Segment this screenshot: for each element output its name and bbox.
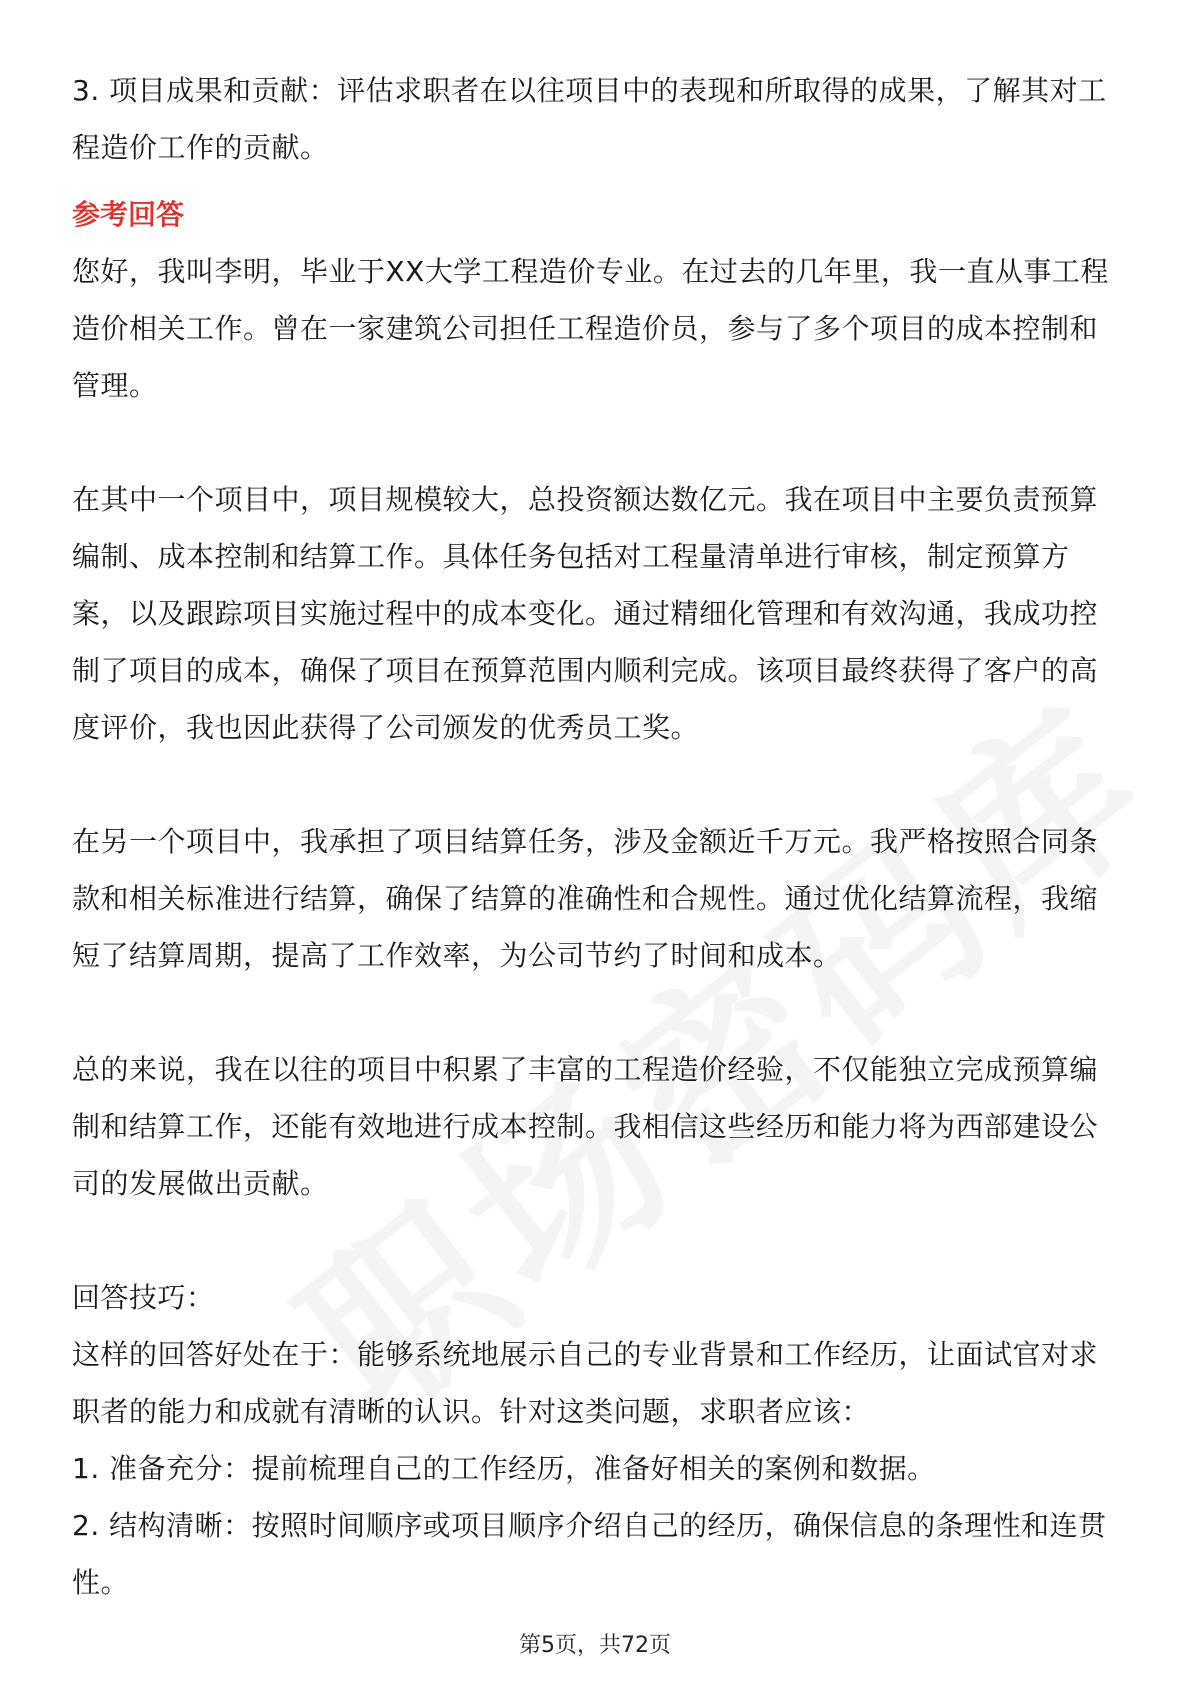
intro-item3-line2: 程造价工作的贡献。 [72, 131, 329, 164]
answer-paragraph-3 [72, 813, 1122, 984]
paragraph-line: 短了结算周期，提高了工作效率，为公司节约了时间和成本。 [72, 939, 842, 972]
paragraph-line: 总的来说，我在以往的项目中积累了丰富的工程造价经验，不仅能独立完成预算编 [72, 1053, 1099, 1086]
paragraph-line: 司的发展做出贡献。 [72, 1167, 329, 1200]
intro-item3-line1: 3. 项目成果和贡献：评估求职者在以往项目中的表现和所取得的成果，了解其对工 [72, 74, 1107, 107]
answer-paragraph-1 [72, 243, 1122, 414]
paragraph-gap [72, 1212, 1122, 1269]
tips-line: 这样的回答好处在于：能够系统地展示自己的专业背景和工作经历，让面试官对求 [72, 1338, 1099, 1371]
page-number: 第5页，共72页 [519, 1633, 671, 1658]
tips-label: 回答技巧： [72, 1281, 215, 1314]
paragraph-line: 制和结算工作，还能有效地进行成本控制。我相信这些经历和能力将为西部建设公 [72, 1110, 1099, 1143]
paragraph-gap [72, 756, 1122, 813]
answer-tips [72, 1269, 1122, 1611]
answer-paragraph-4 [72, 1041, 1122, 1212]
paragraph-line: 制了项目的成本，确保了项目在预算范围内顺利完成。该项目最终获得了客户的高 [72, 654, 1099, 687]
tips-line: 性。 [72, 1566, 130, 1599]
paragraph-line: 在另一个项目中，我承担了项目结算任务，涉及金额近千万元。我严格按照合同条 [72, 825, 1099, 858]
tips-line: 1. 准备充分：提前梳理自己的工作经历，准备好相关的案例和数据。 [72, 1452, 936, 1485]
paragraph-line: 度评价，我也因此获得了公司颁发的优秀员工奖。 [72, 711, 700, 744]
reference-answer-heading: 参考回答 [72, 198, 185, 231]
paragraph-line: 管理。 [72, 369, 158, 402]
paragraph-gap [72, 984, 1122, 1041]
paragraph-line: 款和相关标准进行结算，确保了结算的准确性和合规性。通过优化结算流程，我缩 [72, 882, 1099, 915]
paragraph-gap [72, 414, 1122, 471]
paragraph-line: 造价相关工作。曾在一家建筑公司担任工程造价员，参与了多个项目的成本控制和 [72, 312, 1099, 345]
paragraph-line: 在其中一个项目中，项目规模较大，总投资额达数亿元。我在项目中主要负责预算 [72, 483, 1099, 516]
tips-line: 职者的能力和成就有清晰的认识。针对这类问题，求职者应该： [72, 1395, 871, 1428]
paragraph-line: 案，以及跟踪项目实施过程中的成本变化。通过精细化管理和有效沟通，我成功控 [72, 597, 1099, 630]
tips-line: 2. 结构清晰：按照时间顺序或项目顺序介绍自己的经历，确保信息的条理性和连贯 [72, 1509, 1107, 1542]
page-content [72, 62, 1122, 1611]
paragraph-line: 您好，我叫李明，毕业于XX大学工程造价专业。在过去的几年里，我一直从事工程 [72, 255, 1109, 288]
answer-paragraph-2 [72, 471, 1122, 756]
page-footer [0, 1628, 1190, 1659]
paragraph-line: 编制、成本控制和结算工作。具体任务包括对工程量清单进行审核，制定预算方 [72, 540, 1070, 573]
